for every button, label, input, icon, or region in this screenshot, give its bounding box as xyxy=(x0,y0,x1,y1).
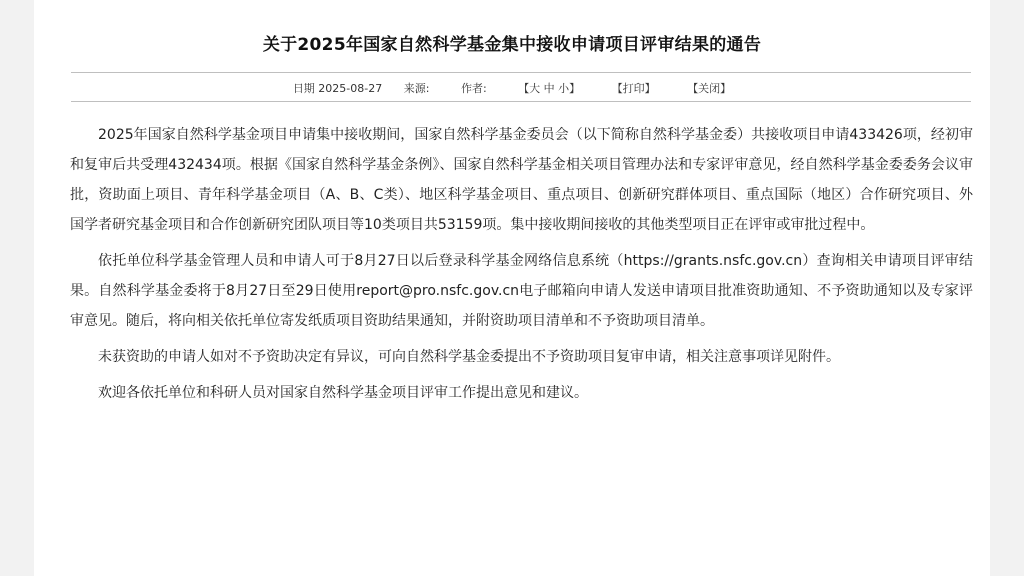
paragraph: 2025年国家自然科学基金项目申请集中接收期间，国家自然科学基金委员会（以下简称自然科学基金委）共接收项目申请433426项，经初审和复审后共受理432434项。根据《国家自然科学基金条例》、国家自然科学基金相关项目管理办法和专家评审意见，经自然科学基金委委务会议审批，资助面上项目、青年科学基金项目（A、B、C类）、地区科学基金项目、重点项目、创新研究群体项目、重点国际（地区）合作研究项目、外国学者研究基金项目和合作创新研究团队项目等10类项目共53159项。集中接收期间接收的其他类型项目正在评审或审批过程中。 xyxy=(70,127,973,233)
title-divider xyxy=(71,72,971,73)
source-label: 来源: xyxy=(403,82,430,95)
print-link[interactable]: 【打印】 xyxy=(611,82,656,95)
article-meta-bar xyxy=(34,80,990,96)
paragraph: 欢迎各依托单位和科研人员对国家自然科学基金项目评审工作提出意见和建议。 xyxy=(98,385,588,401)
close-link[interactable]: 【关闭】 xyxy=(687,82,732,95)
article-body xyxy=(70,120,973,414)
meta-divider xyxy=(71,101,971,102)
article-page xyxy=(34,0,990,576)
publish-date: 日期 2025-08-27 xyxy=(292,82,383,95)
article-title: 关于2025年国家自然科学基金集中接收申请项目评审结果的通告 xyxy=(262,35,762,55)
paragraph: 依托单位科学基金管理人员和申请人可于8月27日以后登录科学基金网络信息系统（https://grants.nsfc.gov.cn）查询相关申请项目评审结果。自然科学基金委将于8月27日至29日使用report@pro.nsfc.gov.cn电子邮箱向申请人发送申请项目批准资助通知、不予资助通知以及专家评审意见。随后，将向相关依托单位寄发纸质项目资助结果通知，并附资助项目清单和不予资助项目清单。 xyxy=(70,253,973,329)
author-label: 作者: xyxy=(460,82,487,95)
paragraph: 未获资助的申请人如对不予资助决定有异议，可向自然科学基金委提出不予资助项目复审申请，相关注意事项详见附件。 xyxy=(98,349,840,365)
font-size-control[interactable]: 【大 中 小】 xyxy=(518,82,581,95)
